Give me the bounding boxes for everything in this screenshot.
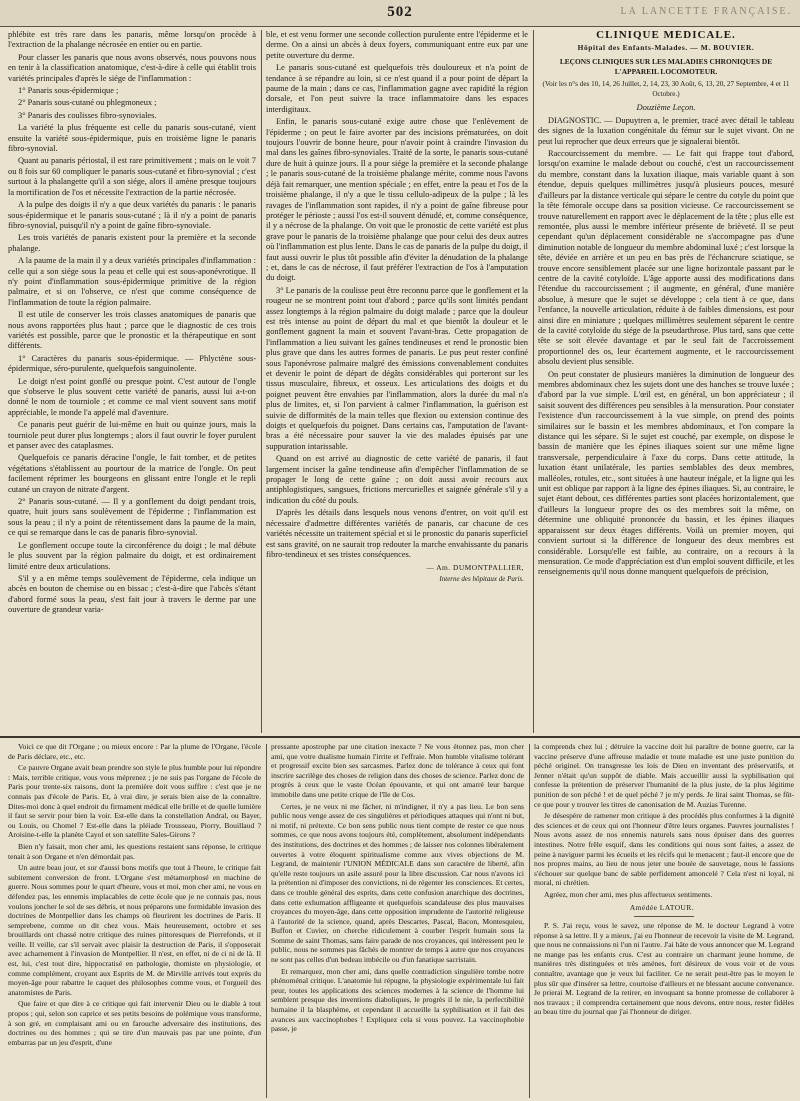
paragraph: Enfin, le panaris sous-cutané exige autre chose que l'enlèvement de l'épiderme ; on peut le faire avorter par des incisions prématurées, on doit toujours l'ouvrir de bonne heure, pour n'avoir point à craindre l'invasion du mal dans les gaînes fibro-synoviales. Traité de la sorte, le panaris sous-cutané dure de huit à quinze jours. Il a pour siége la première et la seconde phalange ; le panaris sous-cutané de la troisième phalange mérite, comme nous l'avons déjà fait remarquer, une mention spéciale ; en effet, entre la peau et l'os de la troisième phalange, il n'y a que le tissu cellulo-adipeux de la pulpe ; là les ravages de l'inflammation sont rapides, il n'y a point de gaîne fibreuse pour protéger le périoste ; aussi l'os est-il souvent dénudé, et, comme conséquence, il y a nécrose de la phalange. On voit que le pronostic de cette variété est plus grave pour le panaris de la troisième phalange que pour celui des deux autres où l'inflammation est plus lente. Dans le cas de panaris de la pulpe du doigt, il faut aussi ouvrir le plus tôt possible afin d'éviter la dénudation de la phalange ; et, dans le cas de nécrose, il faut préférer l'extraction de l'os à l'amputation du doigt. — [266, 117, 528, 283]
author-signature: — Am. DUMONTPALLIER, — [426, 563, 524, 573]
paragraph: S'il y a en même temps soulèvement de l'épiderme, cela indique un abcès en bouton de chemise ou en bissac ; c'est-à-dire que l'abcès s'étant d'abord formé sous la peau, s'est fait jour à travers le derme par une ouverture de grandeur varia- — [8, 573, 256, 615]
paragraph: 2° Panaris sous-cutané. — Il y a gonflement du doigt pendant trois, quatre, huit jours sans soulèvement de l'épiderme ; l'inflammation est sous la peau ; il n'y a point de rétentissement dans la paume de la main, ce qui se remarque dans le cas de panaris fibro-synovial. — [8, 497, 256, 538]
paragraph: La variété la plus fréquente est celle du panaris sous-cutané, vient ensuite la variété sous-épidermique, puis en troisième ligne le panaris fibro-synovial. — [8, 123, 256, 154]
postscript: P. S. J'ai reçu, vous le savez, une réponse de M. le docteur Legrand à votre réponse à sa lettre. Il y a mieux, j'ai eu l'honneur de recevoir la visite de M. Legrand, que nous ne connaissions ni l'un ni l'autre. J'ai hâte de vous annoncer que M. Legrand ne mange pas les enfants crus. C'est au contraire un charmant jeune homme, de manières très distinguées et très aménes, fort désireux de vous voir et de vous connaître, avantage que je veux lui faciliter. Ce ne serait peut-être pas le moyen le plus sûr que d'insérer sa lettre, courtoise d'ailleurs et ne blessant aucune convenance. Je prierai M. Legrand de la retirer, en invoquant sa bonne promesse de collaborer à nos travaux ; il comprendra certainement que nous devons, entre nous, rester fidèles au beau titre du journal que j'ai l'honneur de diriger. — [534, 921, 794, 1017]
paragraph: Quand on est arrivé au diagnostic de cette variété de panaris, il faut largement inciser la gaîne tendineuse afin d'empêcher l'inflammation de se propager le long de cette gaîne ; on doit aussi avoir recours aux antiphlogistiques, sangsues, frictions mercurielles et saignée générale s'il y a indication du côté du pouls. — [266, 454, 528, 505]
list-item: 3° Panaris des coulisses fibro-synoviales. — [18, 110, 157, 120]
paragraph: Raccourcissement du membre. — Le fait qui frappe tout d'abord, lorsqu'on examine le malade debout ou couché, c'est un raccourcissement du membre, constant dans la luxation iliaque, mais variable quant à son étendue, depuis quelques millimètres jusqu'à plusieurs pouces, mesuré d'ailleurs par la distance verticale qui sépare le centre du cotyle du point que la tête fémorale occupe dans sa position vicieuse. Ce raccourcissement se trouve naturellement en rapport avec le déplacement de la tête ; plus elle est remontée, plus aussi le membre inférieur présente de brièveté. Il se peut cependant qu'un déplacement considérable ne s'accompagne pas d'une diminution notable de longueur du membre abdominal luxé ; c'est lorsque la tête, déviée en arrière et un peu en bas près de l'échancrure sciatique, se trouve encore sensiblement placée sur une ligne horizontale passant par le centre de la cavité cotyloïde. L'âge apporte aussi des modifications dans l'étendue du raccourcissement ; il augmente, en général, d'une manière absolue, à mesure que le sujet se développe ; cela tient à ce que, dans l'enfance, la nouvelle articulation, réduite à de faibles dimensions, est pour ainsi dire en miniature ; quelques millimètres seulement séparent le centre de la cavité cotyloïde du siége de la pseudarthrose. Plus tard, sans que cette tête se soit élevée davantage et par le seul fait de l'accroissement proportionnel des os, leur écartement augmente, et le raccourcissement absolu devient plus sensible. — [538, 149, 794, 367]
feuilleton-divider — [0, 736, 800, 738]
column-bottom-1 — [8, 742, 261, 1098]
separator-rule — [634, 916, 694, 917]
paragraph: Quelquefois ce panaris déracine l'ongle, le fait tomber, et de petites végétations s'établissent au pourtour de la matrice de l'ongle. On peut facilement réprimer les bourgeons en glissant entre l'ongle et le repli cutané un crayon de nitrate d'argent. — [8, 453, 256, 494]
paragraph: 1° Caractères du panaris sous-épidermique. — Phlyctène sous-épidermique, séro-purulente, quelquefois sanguinolente. — [8, 353, 256, 374]
paragraph: Les trois variétés de panaris existent pour la première et la seconde phalange. — [8, 233, 256, 253]
column-bottom-2 — [271, 742, 524, 1098]
paragraph: 3° Le panaris de la coulisse peut être reconnu parce que le gonflement et la rougeur ne se montrent point tout d'abord ; parce qu'ils sont limités pendant assez longtemps à la région palmaire du doigt malade ; parce que la douleur est très intense au point de départ du mal et que bientôt la douleur et le gonflement gagnent la main et souvent l'avant-bras. Cette propagation de l'inflammation a lieu suivant les gaînes tendineuses et rend le pronostic bien plus grave que dans les autres formes de panaris. Le pus peut rester confiné sous l'aponévrose palmaire malgré des émissions convenablement conduites et devenir le point de départ de dégâts considérables qui porteront sur les tissus musculaire, fibreux, et osseux. Les articulations des doigts et du poignet peuvent être envahies par l'inflammation, alors la durée du mal n'a plus de limites, et, si l'on parvient à calmer l'inflammation, la guérison est suivie de difformités de la main telles que flexion ou extension continue des doigts et quelquefois du poignet. Dans certains cas, l'amputation de l'avant-bras a été nécessaire pour sauver la vie des malades épuisés par une suppuration intarissable. — [266, 285, 528, 451]
paragraph: pressante apostrophe par une citation inexacte ? Ne vous étonnez pas, mon cher ami, que votre dualisme humain l'irrite et l'effraie. Mon humble vitalisme tolérant et progressif excite bien ses sarcasmes. Parlez donc de tolérance à ceux qui font inscrire sacrilège des choses de religion dans des choses de science. Parlez donc de progrès à ceux que le vaste Océan épouvante, et qui ont amarré leur barque immobile dans une petite crique de l'île de Cos. — [271, 742, 524, 799]
page-header — [0, 0, 800, 27]
list-item: 1° Panaris sous-épidermique ; — [18, 86, 119, 96]
paragraph: Certes, je ne veux ni me fâcher, ni m'indigner, il n'y a pas lieu. Le bon sens public nous venge assez de ces singulières et périodiques attaques qui n'ont ni but, ni motif, ni prétexte. Ce bon sens public nous tient compte de rester ce que nous sommes, ce que nous avons toujours été, complètement, absolument indépendants des institutions, des doctrines et des hommes ; de laisser nos colonnes libéralement ouvertes à votre éloquent spiritualisme comme aux vives objections de M. Legrand, de maintenir l'UNION MÉDICALE dans son caractère de liberté, afin qu'elle reste toujours un asile assuré pour la libre discussion. Car nous n'avons ici la prétention ni d'imposer des convictions, ni de régenter les consciences. Et certes, dans ce trouble général des esprits, dans cette confusion anarchique des doctrines, dans cette exhumation affligeante et quelquefois scandaleuse des plus mauvaises croyances du moyen-âge, dans cette opposition imprudente de l'autorité religieuse à l'autorité de la science, quand, après Descartes, Pascal, Bacon, Montesquieu, Buffon et Cuvier, on cherche ridiculement à courber l'esprit humain sous la Somme de saint Thomas, sans faire parade de nos croyances, qui intéressent peu le public, nous ne sommes pas fâchés de montrer de temps à autre que nos croyances ne sont pas celles d'un bedeau imbécile ou d'un fanatique sacristain. — [271, 801, 524, 965]
paragraph: la comprends chez lui ; détruire la vaccine doit lui paraître de bonne guerre, car la vaccine préserve d'une affreuse maladie et toute maladie est une juste punition du péché originel. On transgresse les lois de Dieu en inventant des préservatifs, et Jenner n'était qu'un suppôt de diable. Mais accueillir aussi la syphilisation qui confesse la prétention de préserver l'humanité de la plus juste, de la plus légitime punition de son péché ! et de quel péché ? je m'y perds. Je lirai saint Thomas, se fût-ce que pour y trouver les titres de canonisation de M. Auzias Turenne. — [534, 742, 794, 809]
column-bottom-3 — [534, 742, 794, 1098]
column-top-2 — [266, 30, 528, 735]
paragraph: Le panaris sous-cutané est quelquefois très douloureux et n'a point de tendance à se répandre au loin, si ce n'est quand il a pour point de départ la paume de la main ; dans ce cas, l'inflammation gagne avec rapidité la région dorsale, et l'on peut suivre la trace inflammatoire dans les espaces interdigitaux. — [266, 63, 528, 114]
column-divider — [261, 30, 262, 733]
paragraph: phlébite est très rare dans les panaris, même lorsqu'on procède à l'extraction de la phalange nécrosée en entier ou en partie. — [8, 30, 256, 50]
paragraph: Je désespère de ramener mon critique à des procédés plus conformes à la dignité des sciences et de ceux qui ont l'honneur d'être leurs organes. Pauvres journalistes ! Nous avons assez de nos ennemis naturels sans nous épuiser dans des guerres intestines. Notre frêle esquif, dans les conditions qui nous sont faites, a assez de peine à naviguer parmi les écueils et les récifs qui le menacent ; faut-il encore que de nos propres mains, au lieu de nous jeter une bouée de sauvetage, nous le fassions s'échouer sur quelque banc de sable perfidement amoncelé ? Cela n'est ni loyal, ni moral, ni chrétien. — [534, 811, 794, 888]
page-number: 502 — [387, 4, 413, 20]
author-signature: Amédée LATOUR. — [629, 902, 695, 912]
paragraph: Ce pauvre Organe avait bean prendre son style le plus humble pour lui répondre : Mais, terrible critique, vous vous méprenez ; je ne suis pas l'organe de l'école de Paris pour trente-six raisons, dont la première doit vous suffire : c'est que je ne connais pas d'école de Paris. Et, à vrai dire, je serais bien aise de la connaître. Dites-moi donc à quel endroit du firmament médical elle brille et de quelle lumière il faut se servir pour bien la voir. Est-elle dans la constellation Andral, ou Bayer, ou Louis, ou Chomel ? Est-elle dans la pléiade Trousseau, Piorry, Bouillaud ? Aroisine-t-elle la planète Cayol et son satellite Sales-Girons ? — [8, 763, 261, 840]
faded-masthead: LA LANCETTE FRANÇAISE. — [620, 6, 792, 17]
column-divider — [529, 744, 530, 1098]
paragraph: Ce panaris peut guérir de lui-même en huit ou quinze jours, mais la tourniole peut durer plus longtemps ; alors il faut ouvrir le foyer purulent et panser avec des cataplasmes. — [8, 420, 256, 451]
paragraph: A la pulpe des doigts il n'y a que deux variétés du panaris : le panaris sous-épidermique et le panaris sous-cutané ; là il n'y a point de panaris fibro-synovial, puisqu'il n'y a point de gaîne fibro-synoviale. — [8, 200, 256, 230]
author-title: Interne des hôpitaux de Paris. — [439, 574, 524, 583]
paragraph: Pour classer les panaris que nous avons observés, nous pouvons nous en tenir à la classification anatomique, c'est-à-dire à celle qui établit trois variétés principales d'après le siége de l'inflammation : — [8, 52, 256, 83]
paragraph: Le doigt n'est point gonflé ou presque point. C'est autour de l'ongle que s'observe le plus souvent cette variété de panaris, aussi lui a-t-on donné le nom de tourniole ; et comme ce mal vient souvent sans motif appréciable, le monde l'a appelé mal d'aventure. — [8, 376, 256, 417]
paragraph: Bien n'y faisait, mon cher ami, les questions restaient sans réponse, le critique tenait à son Organe et n'en démordait pas. — [8, 841, 261, 861]
paragraph: Il est utile de conserver les trois classes anatomiques de panaris que nous avons rapportées plus haut ; parce que le diagnostic de ces trois variétés est possible, parce que le pronostic et la thérapeutique en sont différents. — [8, 310, 256, 351]
lecture-note: (Voir les n°s des 10, 14, 26 Juillet, 2, 14, 23, 30 Août, 6, 13, 20, 27 Septembre, 4 et 11 Octobre.) — [542, 79, 790, 99]
column-top-1 — [8, 30, 256, 735]
column-divider — [533, 30, 534, 733]
section-title: CLINIQUE MÉDICALE. — [596, 30, 736, 41]
paragraph: Et remarquez, mon cher ami, dans quelle contradiction singulière tombe notre phénoménal critique. L'anatomie lui répugne, la physiologie expérimentale lui fait peur, toutes les applications des sciences modernes à la science de l'homme lui semblent presque des inventions diaboliques, le progrès il le nie, la perfectibilité humaine il la blasphème, et cependant il accueille la syphilisation et il fait des avances aux vaccinophobes ! Expliquez cela si vous pouvez. La vaccinophobie passe, je — [271, 966, 524, 1034]
lecture-title: LEÇONS CLINIQUES SUR LES MALADIES CHRONIQUES DE L'APPAREIL LOCOMOTEUR. — [559, 56, 773, 77]
column-top-3 — [538, 30, 794, 735]
paragraph: Agréez, mon cher ami, mes plus affectueux sentiments. — [544, 889, 713, 899]
paragraph: DIAGNOSTIC. — Dupuytren a, le premier, tracé avec détail le tableau des signes de la luxation congénitale du fémur sur le sujet vivant. On ne peut lui reprocher que deux erreurs que je signalerai bientôt. — [538, 115, 794, 146]
paragraph: D'après les détails dans lesquels nous venons d'entrer, on voit qu'il est nécessaire d'admettre différentes variétés de panaris, car chacune de ces variétés nécessite un traitement spécial et si le pronostic du panaris superficiel est sans gravité, on ne saurait trop redouter la marche envahissante du panaris fibro-tendineux et ses tristes conséquences. — [266, 508, 528, 559]
paragraph: Un autre beau jour, et sur d'aussi bons motifs que tout à l'heure, le critique fait subitement conversion de front. L'Organe s'est métamorphosé en machine de guerre. Nous sommes pour le quart d'heure, vous et moi, mon cher ami, ne vous en défendez pas, les ennemis implacables de cette école que je ne connais pas, nous voulons joncher le sol de ses débris, et nous préparons une formidable invasion des doctrines de Montpellier dans les champs où fleurirent les doctrines de Paris. Il semprebene, comme on dit chez vous. Mais heureusement, octobre et ses brouillards ont chassé notre critique des ruines pittoresques de Pierrefonds, et il veille. Il veille, car s'il servait avec plaisir la destruction de Paris, il s'opposerait avec acharnement à l'invasion de Montpellier. Il n'est, en effet, ni de ci ni de là. Il est, lui, c'est tout dire, hippocratisé en pathologie, thomiste en physiologie, et comme complément, croyant aux Esprits de M. de Mirville arrivés tout exprès du moyen-âge pour rabattre le caquet des philosophes comme vous, et l'orgueil des anatomistes de Paris. — [8, 863, 261, 997]
section-subtitle: Hôpital des Enfants-Malades. — M. BOUVIER. — [577, 43, 755, 53]
paragraph: Que faire et que dire à ce critique qui fait intervenir Dieu ou le diable à tout propos ; qui, selon son caprice et ses petits besoins de polémique vous transforme, à son gré, en complaisant ami ou en farouche adversaire des institutions, des doctrines ou des hommes ; qui se tire d'un mauvais pas par une pointe, d'un embarras par un jeu d'esprit, d'une — [8, 999, 261, 1047]
paragraph: A la paume de la main il y a deux variétés principales d'inflammation : celle qui a son siége sous la peau et celle qui est sous-aponévrotique. Il n'y point d'inflammation sous-épidermique primitive de la région palmaire, et si on l'observe, ce n'est que comme conséquence de l'inflammation de toute la région palmaire. — [8, 256, 256, 307]
list-item: 2° Panaris sous-cutané ou phlegmoneux ; — [18, 98, 157, 108]
paragraph: Quant au panaris périostal, il est rare primitivement ; mais on le voit 7 ou 8 fois sur 60 compliquer le panaris sous-cutané et fibro-synovial ; c'est surtout à la phalangette qu'il a son siége, alors il amène presque toujours la mortification de l'os et nécessite l'extraction de la partie nécrosée. — [8, 156, 256, 197]
column-divider — [266, 744, 267, 1098]
paragraph: Voici ce que dit l'Organe ; ou mieux encore : Par la plume de l'Organe, l'école de Paris déclare, etc., etc. — [8, 742, 261, 761]
paragraph: ble, et est venu former une seconde collection purulente entre l'épiderme et le derme. On a ainsi un abcès à deux foyers, communiquant entre eux par une petite ouverture du derme. — [266, 30, 528, 60]
paragraph: On peut constater de plusieurs manières la diminution de longueur des membres abdominaux chez les sujets dont une des hanches se trouve luxée ; d'abord par la vue simple. L'œil est, en général, un bon appréciateur ; il saisit souvent des différences peu sensibles à la mensuration. Pour constater l'existence d'un raccourcissement à la vue simple, on prend des points similaires sur le bassin et les membres abdominaux, et l'on compare la distance qui les sépare. Si le sujet est couché, par exemple, on dispose le bassin de manière que les épines iliaques soient sur une même ligne transversale, perpendiculaire à l'axe du corps. Dans cette attitude, la luxation étant unilatérale, les parties semblables des deux membres, malléoles, rotules, etc., sont situées à une hauteur inégale, et la ligne qui les unit est oblique par rapport à la ligne des épines iliaques. Si, au contraire, le sujet étant debout, ces différentes parties sont placées horizontalement, que d'ailleurs la longueur propre des os des membres soit la même, on détermine une obliquité prononcée du bassin, et les épines iliaques apparaissent sur deux étages différents. Voilà un premier moyen, qui convient surtout si la différence de longueur des deux membres est considérable. Lorsqu'elle est faible, au contraire, on a recours à la mensuration. Ce mode d'appréciation est d'un emploi souvent difficile, et les renseignements qu'il nous donne manquent quelquefois de précision, — [538, 369, 794, 577]
paragraph: Le gonflement occupe toute la circonférence du doigt ; le mal débute le plus souvent par la région palmaire du doigt, et est ordinairement limité entre deux articulations. — [8, 540, 256, 571]
lecture-number: Douzième Leçon. — [636, 102, 696, 113]
